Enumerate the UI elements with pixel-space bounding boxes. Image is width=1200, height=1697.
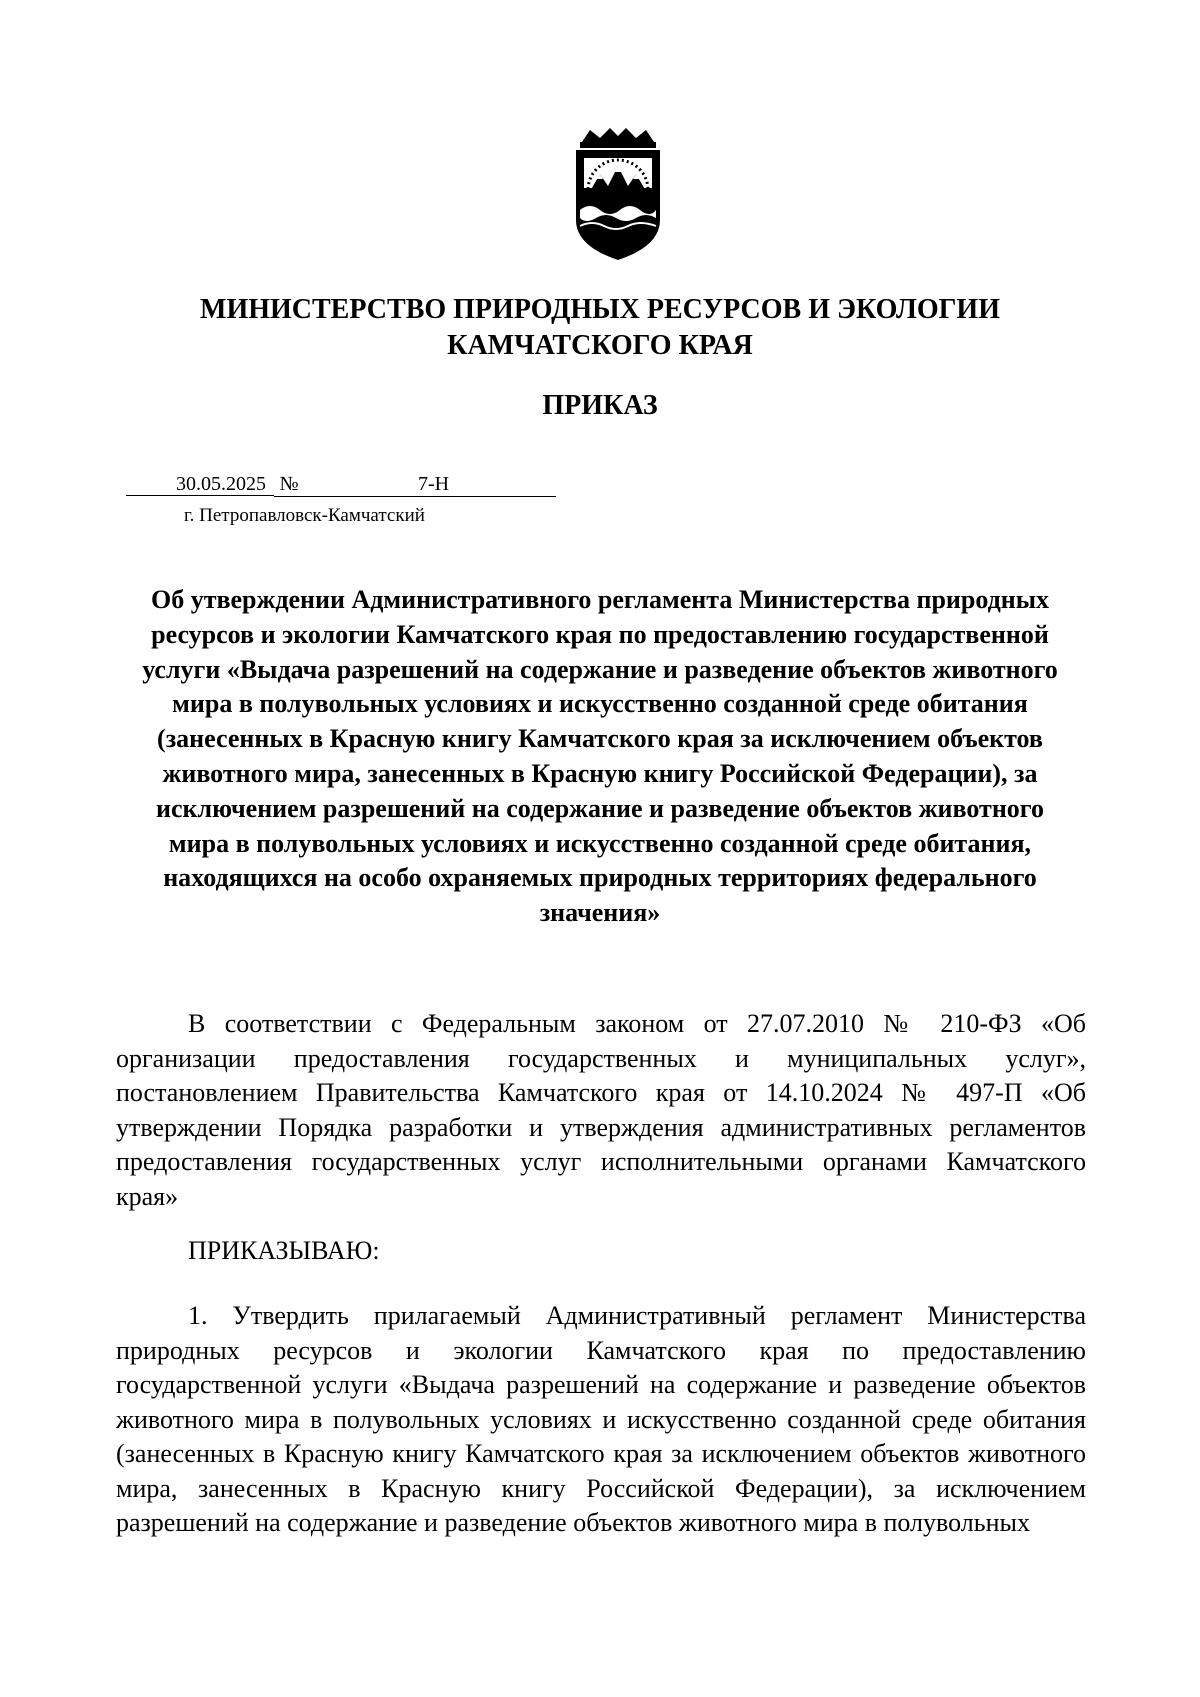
document-date: 30.05.2025 xyxy=(126,470,274,496)
order-directive: ПРИКАЗЫВАЮ: xyxy=(188,1236,380,1265)
ministry-line-2: КАМЧАТСКОГО КРАЯ xyxy=(447,330,753,361)
preamble-paragraph: В соответствии с Федеральным законом от 27.07.2010 № 210-ФЗ «Об организации предоставления государственных и муниципальных услуг», постановлением Правительства Камчатского края от 14.10.2024 № 497-П «Об утверждении Порядка разработки и утверждения административных регламентов предоставления государственных услуг исполнительными органами Камчатского края» xyxy=(116,1009,1086,1211)
issue-city: г. Петропавловск-Камчатский xyxy=(184,505,425,526)
order-item-1: 1. Утвердить прилагаемый Административный регламент Министерства природных ресурсов и экологии Камчатского края по предоставлению государственной услуги «Выдача разрешений на содержание и разведение объектов животного мира в полувольных условиях и искусственно созданной среде обитания (занесенных в Красную книгу Камчатского края за исключением объектов животного мира, занесенных в Красную книгу Российской Федерации), за исключением разрешений на содержание и разведение объектов животного мира в полувольных xyxy=(116,1301,1086,1537)
registration-line xyxy=(126,470,556,498)
document-number: 7-Н xyxy=(304,470,556,497)
number-sign: № xyxy=(274,470,304,497)
document-type: ПРИКАЗ xyxy=(542,390,658,421)
coat-of-arms-icon xyxy=(570,128,666,262)
ministry-name xyxy=(150,292,1050,364)
ministry-line-1: МИНИСТЕРСТВО ПРИРОДНЫХ РЕСУРСОВ И ЭКОЛОГИИ xyxy=(200,294,1000,325)
document-subject: Об утверждении Административного регламента Министерства природных ресурсов и экологии Камчатского края по предоставлению государственной услуги «Выдача разрешений на содержание и разведение объектов животного мира в полувольных условиях и искусственно созданной среде обитания (занесенных в Красную книгу Камчатского края за исключением объектов животного мира, занесенных в Красную книгу Российской Федерации), за исключением разрешений на содержание и разведение объектов животного мира в полувольных условиях и искусственно созданной среде обитания, находящихся на особо охраняемых природных территориях федерального значения» xyxy=(142,585,1058,928)
